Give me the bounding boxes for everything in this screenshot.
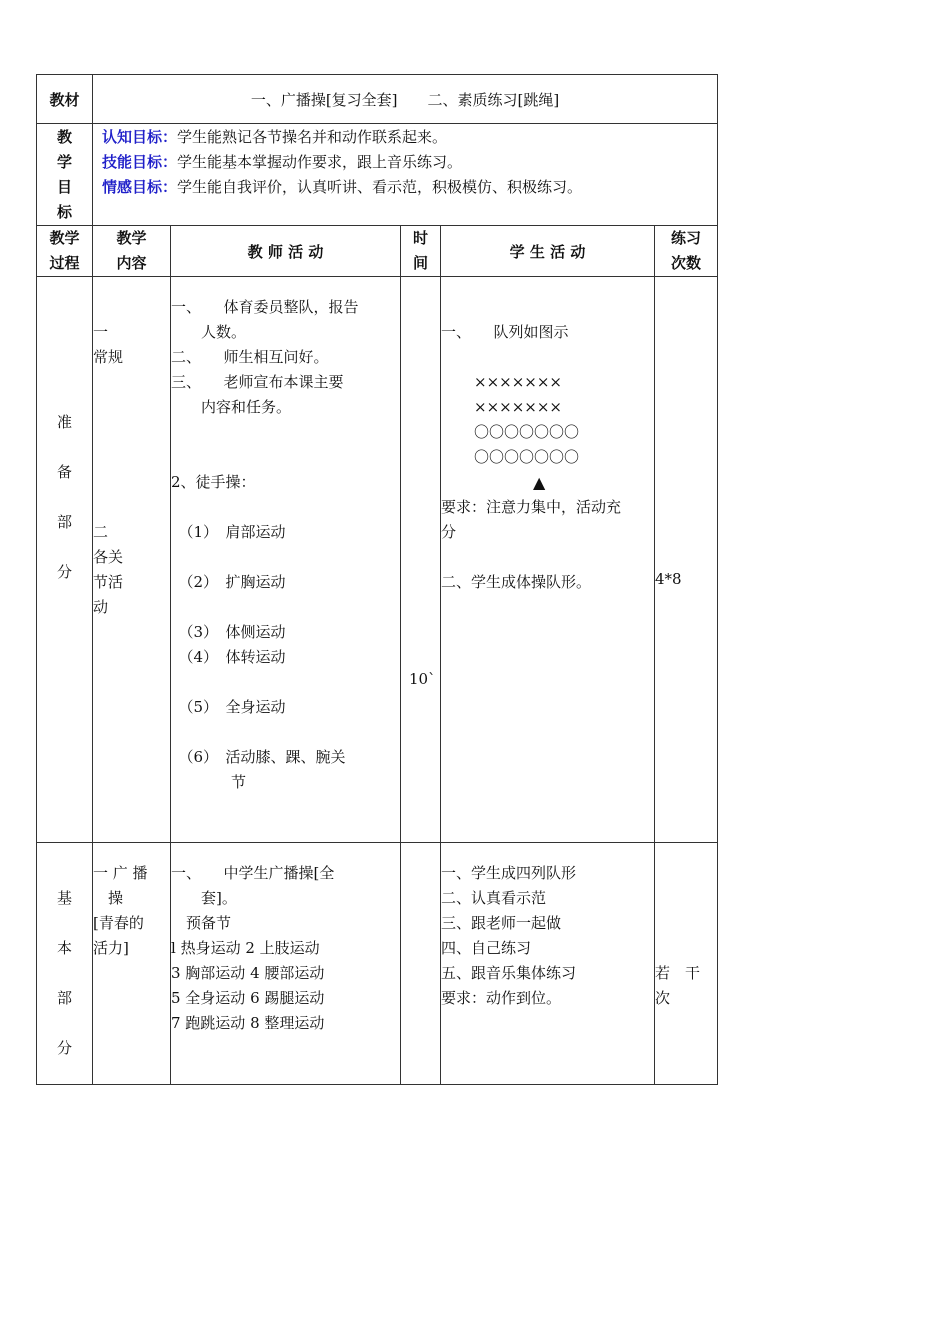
teacher-position-marker: ▲ (533, 473, 546, 492)
formation-row: ××××××× (474, 398, 562, 416)
goal-affective: 情感目标：学生能自我评价，认真听讲、看示范，积极模仿、积极练习。 (102, 178, 583, 196)
prep-row (37, 277, 718, 843)
prep-reps: 4*8 (655, 277, 718, 843)
material-row (37, 75, 718, 124)
prep-content: 一 常规 二 各关 节活 动 (93, 277, 171, 843)
goal-skill: 技能目标：学生能基本掌握动作要求，跟上音乐练习。 (102, 153, 463, 171)
formation-row: ××××××× (474, 373, 562, 391)
prep-student-activities: 一、 队列如图示 ××××××× ××××××× 〇〇〇〇〇〇〇 〇〇〇〇〇〇〇 ▲ 要求：注意力集中，活动充 分 二、学生成体操队形。 (441, 277, 655, 843)
formation-row: 〇〇〇〇〇〇〇 (474, 448, 580, 466)
goal-cognitive: 认知目标：学生能熟记各节操名并和动作联系起来。 (102, 128, 448, 146)
prep-time: 10` (401, 277, 441, 843)
lesson-plan-table (36, 74, 718, 1085)
basic-section-label: 基 本 部 分 (37, 843, 93, 1085)
material-text: 一、广播操[复习全套] 二、素质练习[跳绳] (93, 75, 718, 124)
col-student: 学 生 活 动 (441, 226, 655, 277)
basic-content: 一 广 播 操 [青春的 活力] (93, 843, 171, 1085)
prep-section-label: 准 备 部 分 (37, 277, 93, 843)
basic-time (401, 843, 441, 1085)
basic-teacher-activities: 一、 中学生广播操[全 套]。 预备节 l 热身运动 2 上肢运动 3 胸部运动 4 腰部运动 5 全身运动 6 踢腿运动 7 跑跳运动 8 整理运动 (171, 843, 401, 1085)
goals-label: 教 学 目 标 (37, 124, 93, 226)
formation-diagram (441, 370, 654, 470)
col-teacher: 教 师 活 动 (171, 226, 401, 277)
col-content: 教学 内容 (93, 226, 171, 277)
goals-row (37, 124, 718, 226)
basic-student-activities: 一、学生成四列队形 二、认真看示范 三、跟老师一起做 四、自己练习 五、跟音乐集体练习 要求：动作到位。 (441, 843, 655, 1085)
goals-list (93, 124, 718, 226)
prep-teacher-activities: 一、 体育委员整队，报告 人数。 二、 师生相互问好。 三、 老师宣布本课主要 内容和任务。 2、徒手操： （1） 肩部运动 （2） 扩胸运动 （3） 体侧运动 （4） 体转运动 （5） 全身运动 （6） 活动膝、踝、腕关 节 (171, 277, 401, 843)
basic-row (37, 843, 718, 1085)
col-reps: 练习 次数 (655, 226, 718, 277)
material-label: 教材 (37, 75, 93, 124)
basic-reps: 若 干 次 (655, 843, 718, 1085)
col-time: 时 间 (401, 226, 441, 277)
col-process: 教学 过程 (37, 226, 93, 277)
formation-row: 〇〇〇〇〇〇〇 (474, 423, 580, 441)
column-header-row (37, 226, 718, 277)
